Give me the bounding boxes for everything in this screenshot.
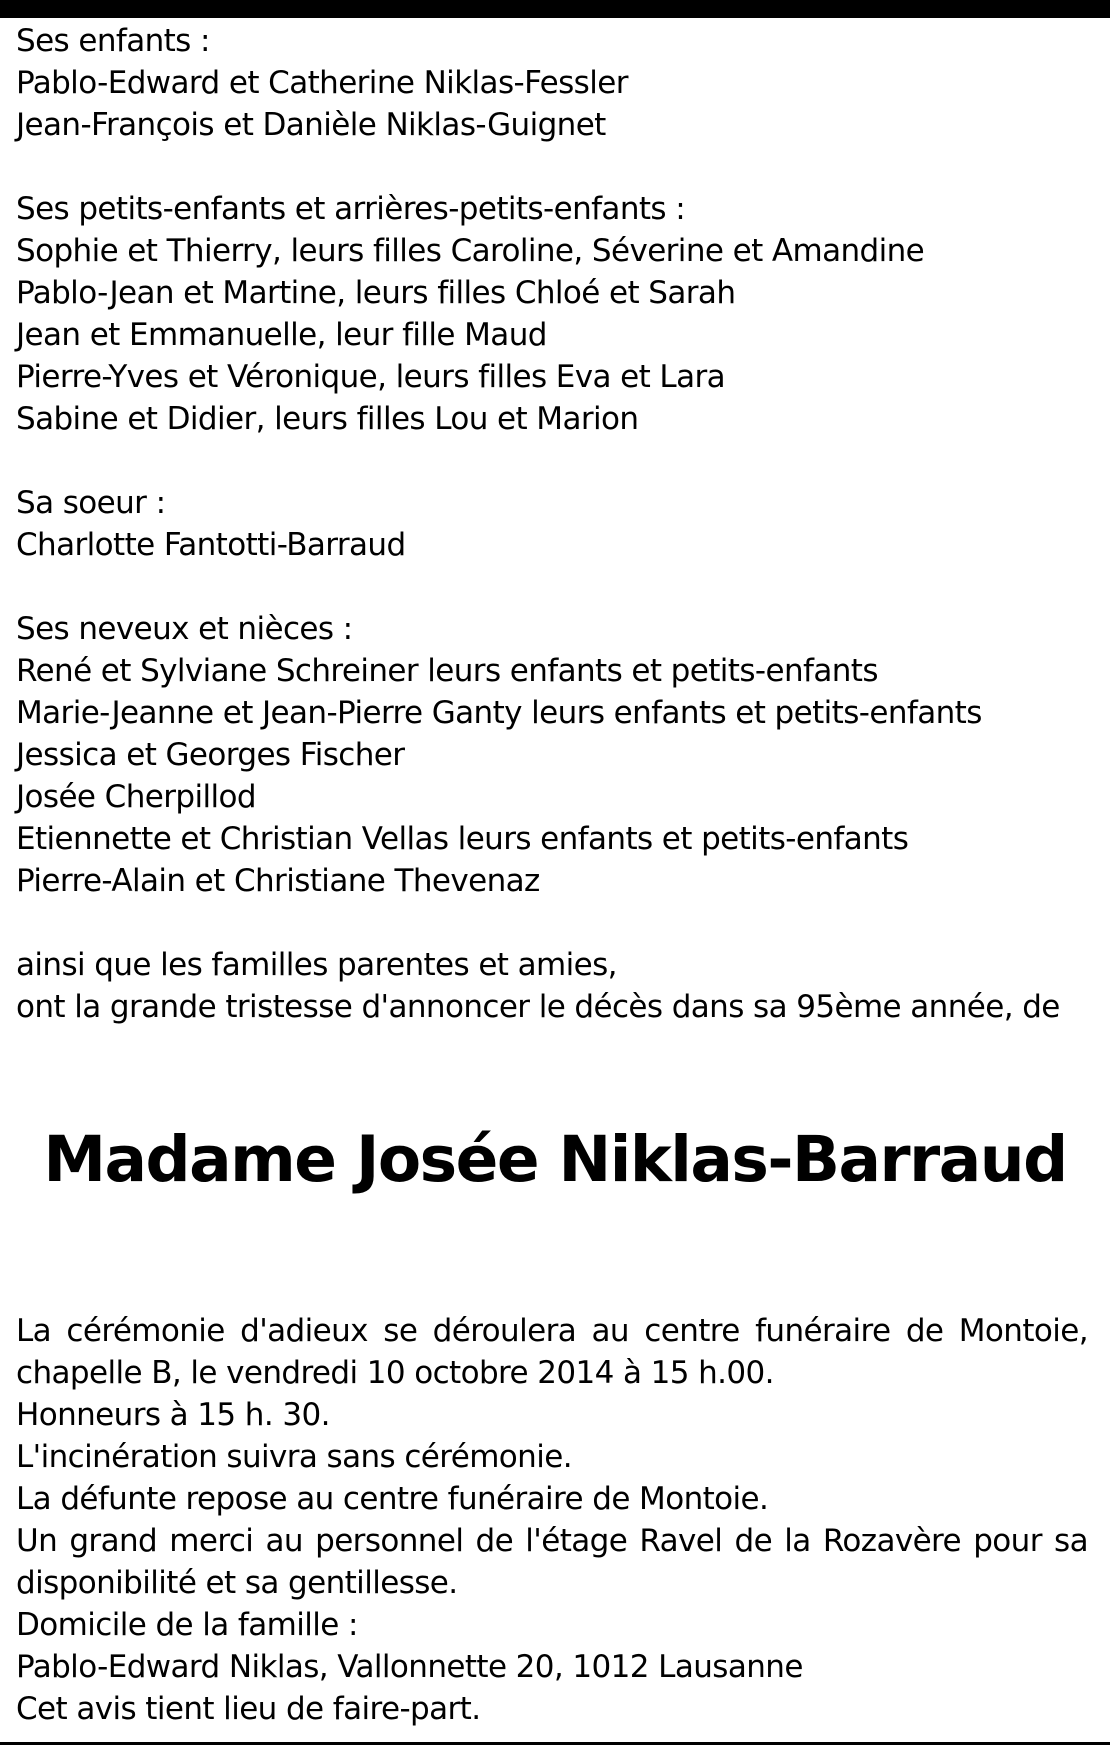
spacer (16, 146, 1088, 188)
family-list (16, 20, 1088, 1028)
section-heading: Ses enfants : (16, 23, 210, 59)
family-line: Sabine et Didier, leurs filles Lou et Marion (16, 401, 639, 437)
section-grandchildren (16, 188, 1088, 440)
spacer (16, 902, 1088, 944)
section-sister (16, 482, 1088, 566)
repose-line: La défunte repose au centre funéraire de Montoie. (16, 1481, 769, 1517)
bottom-border (0, 1742, 1110, 1745)
announcement-line: ont la grande tristesse d'annoncer le décès dans sa 95ème année, de (16, 989, 1060, 1025)
top-border (0, 0, 1110, 18)
family-line: Pierre-Yves et Véronique, leurs filles Eva et Lara (16, 359, 726, 395)
family-line: Pablo-Edward et Catherine Niklas-Fessler (16, 65, 628, 101)
spacer (16, 566, 1088, 608)
family-line: Charlotte Fantotti-Barraud (16, 527, 406, 563)
family-line: Etiennette et Christian Vellas leurs enfants et petits-enfants (16, 821, 909, 857)
section-children (16, 20, 1088, 146)
family-line: Pierre-Alain et Christiane Thevenaz (16, 863, 540, 899)
honneurs-line: Honneurs à 15 h. 30. (16, 1397, 330, 1433)
domicile-label: Domicile de la famille : (16, 1607, 358, 1643)
family-line: Pablo-Jean et Martine, leurs filles Chloé et Sarah (16, 275, 736, 311)
announcement (16, 944, 1088, 1028)
section-nephews-nieces (16, 608, 1088, 902)
faire-part-line: Cet avis tient lieu de faire-part. (16, 1691, 481, 1727)
ceremony-details (16, 1310, 1088, 1730)
ceremony-paragraph: La cérémonie d'adieux se déroulera au centre funéraire de Montoie, chapelle B, le vendredi 10 octobre 2014 à 15 h.00. (16, 1313, 1088, 1391)
family-line: René et Sylviane Schreiner leurs enfants et petits-enfants (16, 653, 878, 689)
family-line: Jean-François et Danièle Niklas-Guignet (16, 107, 606, 143)
family-line: Jean et Emmanuelle, leur fille Maud (16, 317, 547, 353)
family-line: Josée Cherpillod (16, 779, 256, 815)
deceased-name: Madame Josée Niklas-Barraud (43, 1123, 1067, 1196)
section-heading: Ses petits-enfants et arrières-petits-enfants : (16, 191, 686, 227)
section-heading: Sa soeur : (16, 485, 166, 521)
domicile-address: Pablo-Edward Niklas, Vallonnette 20, 1012 Lausanne (16, 1649, 803, 1685)
family-line: Marie-Jeanne et Jean-Pierre Ganty leurs enfants et petits-enfants (16, 695, 982, 731)
family-line: Sophie et Thierry, leurs filles Caroline, Séverine et Amandine (16, 233, 925, 269)
thanks-paragraph: Un grand merci au personnel de l'étage Ravel de la Rozavère pour sa disponibilité et sa gentillesse. (16, 1523, 1088, 1601)
section-heading: Ses neveux et nièces : (16, 611, 353, 647)
spacer (16, 440, 1088, 482)
announcement-line: ainsi que les familles parentes et amies, (16, 947, 617, 983)
incineration-line: L'incinération suivra sans cérémonie. (16, 1439, 572, 1475)
family-line: Jessica et Georges Fischer (16, 737, 405, 773)
